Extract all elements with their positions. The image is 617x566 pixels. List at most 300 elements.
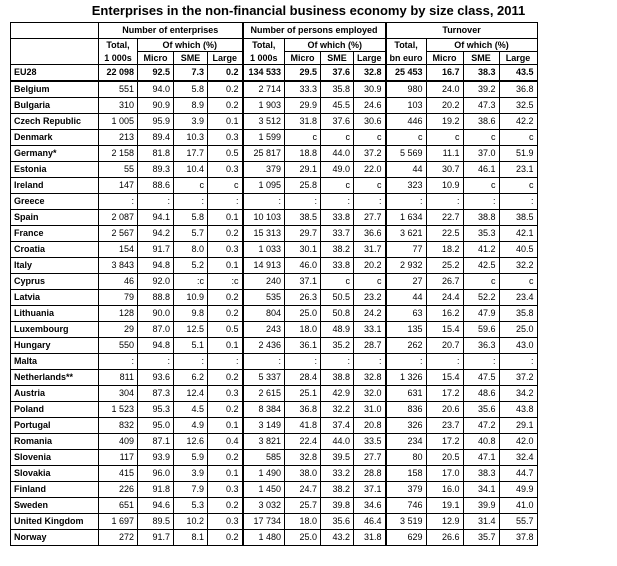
cell-emp-large: 33.1: [354, 322, 386, 338]
cell-turn-sme: 59.6: [463, 322, 499, 338]
cell-ent-total: 22 098: [99, 65, 138, 82]
cell-ent-total: 1 523: [99, 402, 138, 418]
cell-turn-micro: 20.2: [426, 98, 463, 114]
of-which-enterprises: Of which (%): [138, 39, 243, 52]
cell-turn-total: 2 932: [386, 258, 427, 274]
cell-emp-large: 30.6: [354, 114, 386, 130]
cell-emp-large: 27.7: [354, 210, 386, 226]
cell-ent-large: 0.3: [208, 514, 243, 530]
cell-ent-total: 226: [99, 482, 138, 498]
table-row: [11, 210, 538, 226]
table-row: [11, 81, 538, 98]
cell-ent-micro: 90.9: [138, 98, 174, 114]
cell-ent-sme: 5.8: [174, 210, 208, 226]
cell-turn-micro: 17.0: [426, 466, 463, 482]
cell-ent-micro: 91.8: [138, 482, 174, 498]
cell-emp-total: 3 512: [243, 114, 285, 130]
table-row: [11, 130, 538, 146]
cell-ent-large: 0.2: [208, 450, 243, 466]
cell-emp-sme: 37.6: [321, 65, 354, 82]
total-unit-enterprises: 1 000s: [99, 52, 138, 65]
cell-ent-sme: 4.9: [174, 418, 208, 434]
cell-ent-total: 811: [99, 370, 138, 386]
cell-emp-large: 20.2: [354, 258, 386, 274]
table-row: [11, 530, 538, 546]
cell-emp-micro: 29.9: [285, 98, 321, 114]
cell-turn-total: 836: [386, 402, 427, 418]
cell-turn-total: 77: [386, 242, 427, 258]
cell-ent-large: 0.1: [208, 258, 243, 274]
cell-ent-sme: 5.7: [174, 226, 208, 242]
cell-ent-sme: 12.6: [174, 434, 208, 450]
cell-emp-sme: 35.8: [321, 81, 354, 98]
cell-ent-sme: 10.3: [174, 130, 208, 146]
cell-emp-sme: 33.8: [321, 258, 354, 274]
cell-turn-large: c: [499, 130, 537, 146]
cell-emp-total: 15 313: [243, 226, 285, 242]
cell-ent-micro: 89.3: [138, 162, 174, 178]
cell-ent-large: 0.3: [208, 386, 243, 402]
cell-ent-sme: 10.2: [174, 514, 208, 530]
cell-emp-sme: 44.0: [321, 146, 354, 162]
cell-ent-large: 0.2: [208, 290, 243, 306]
cell-country: Finland: [11, 482, 99, 498]
cell-turn-large: 44.7: [499, 466, 537, 482]
cell-emp-micro: 37.1: [285, 274, 321, 290]
cell-turn-micro: 23.7: [426, 418, 463, 434]
cell-turn-large: 40.5: [499, 242, 537, 258]
cell-turn-sme: c: [463, 130, 499, 146]
cell-turn-total: 262: [386, 338, 427, 354]
cell-turn-large: c: [499, 178, 537, 194]
cell-emp-total: 3 032: [243, 498, 285, 514]
cell-emp-large: 32.8: [354, 370, 386, 386]
cell-country: Romania: [11, 434, 99, 450]
total-unit-turnover: bn euro: [386, 52, 427, 65]
table-row: [11, 482, 538, 498]
cell-turn-total: 379: [386, 482, 427, 498]
cell-turn-large: :: [499, 194, 537, 210]
cell-ent-total: 272: [99, 530, 138, 546]
cell-ent-sme: 4.5: [174, 402, 208, 418]
cell-emp-large: 28.8: [354, 466, 386, 482]
table-row: [11, 354, 538, 370]
cell-turn-total: :: [386, 194, 427, 210]
cell-ent-sme: 5.3: [174, 498, 208, 514]
cell-emp-total: 10 103: [243, 210, 285, 226]
cell-country: Bulgaria: [11, 98, 99, 114]
cell-ent-sme: 5.1: [174, 338, 208, 354]
cell-emp-micro: 28.4: [285, 370, 321, 386]
group-turnover: Turnover: [386, 23, 538, 39]
cell-turn-total: 135: [386, 322, 427, 338]
cell-turn-large: 29.1: [499, 418, 537, 434]
cell-emp-sme: 45.5: [321, 98, 354, 114]
cell-emp-sme: 50.5: [321, 290, 354, 306]
cell-emp-sme: 42.9: [321, 386, 354, 402]
cell-turn-sme: 39.9: [463, 498, 499, 514]
cell-emp-sme: 39.8: [321, 498, 354, 514]
cell-emp-total: 2 436: [243, 338, 285, 354]
cell-emp-large: :: [354, 354, 386, 370]
table-row: [11, 306, 538, 322]
cell-ent-total: 213: [99, 130, 138, 146]
cell-turn-sme: 31.4: [463, 514, 499, 530]
cell-emp-sme: 37.6: [321, 114, 354, 130]
cell-turn-large: 32.5: [499, 98, 537, 114]
cell-emp-sme: 49.0: [321, 162, 354, 178]
cell-emp-large: 22.0: [354, 162, 386, 178]
cell-ent-sme: c: [174, 178, 208, 194]
cell-emp-large: 37.2: [354, 146, 386, 162]
size-class-micro: Micro: [138, 52, 174, 65]
cell-ent-sme: 3.9: [174, 466, 208, 482]
cell-ent-total: 551: [99, 81, 138, 98]
cell-turn-total: 25 453: [386, 65, 427, 82]
cell-turn-micro: 15.4: [426, 370, 463, 386]
cell-country: Slovakia: [11, 466, 99, 482]
total-label-persons: Total,: [243, 39, 285, 52]
cell-emp-large: 33.5: [354, 434, 386, 450]
cell-emp-total: 25 817: [243, 146, 285, 162]
cell-turn-micro: 16.2: [426, 306, 463, 322]
cell-country: Austria: [11, 386, 99, 402]
cell-emp-micro: 38.0: [285, 466, 321, 482]
cell-turn-large: 41.0: [499, 498, 537, 514]
cell-emp-micro: 36.8: [285, 402, 321, 418]
table-row: [11, 466, 538, 482]
group-enterprises: Number of enterprises: [99, 23, 243, 39]
size-class-table: [10, 22, 538, 546]
size-class-large: Large: [499, 52, 537, 65]
cell-emp-total: 535: [243, 290, 285, 306]
cell-emp-total: 1 490: [243, 466, 285, 482]
cell-turn-total: 5 569: [386, 146, 427, 162]
cell-turn-sme: 42.5: [463, 258, 499, 274]
cell-emp-sme: :: [321, 354, 354, 370]
cell-emp-large: 31.8: [354, 530, 386, 546]
cell-ent-large: 0.1: [208, 338, 243, 354]
cell-ent-total: 310: [99, 98, 138, 114]
cell-turn-total: 446: [386, 114, 427, 130]
cell-emp-large: 20.8: [354, 418, 386, 434]
cell-emp-large: 32.0: [354, 386, 386, 402]
cell-emp-large: :: [354, 194, 386, 210]
size-class-large: Large: [354, 52, 386, 65]
cell-emp-total: 379: [243, 162, 285, 178]
cell-country: EU28: [11, 65, 99, 82]
cell-turn-large: 42.2: [499, 114, 537, 130]
cell-turn-micro: 22.7: [426, 210, 463, 226]
table-row: [11, 434, 538, 450]
corner-cell: [11, 39, 99, 52]
cell-ent-large: 0.2: [208, 65, 243, 82]
table-row: [11, 146, 538, 162]
cell-turn-micro: :: [426, 354, 463, 370]
cell-emp-micro: 26.3: [285, 290, 321, 306]
cell-ent-total: 2 087: [99, 210, 138, 226]
cell-turn-large: 55.7: [499, 514, 537, 530]
cell-turn-micro: 26.6: [426, 530, 463, 546]
cell-emp-micro: 36.1: [285, 338, 321, 354]
cell-country: Croatia: [11, 242, 99, 258]
cell-ent-large: 0.5: [208, 146, 243, 162]
cell-turn-sme: 35.7: [463, 530, 499, 546]
cell-turn-total: 1 326: [386, 370, 427, 386]
cell-ent-micro: 94.6: [138, 498, 174, 514]
cell-country: Estonia: [11, 162, 99, 178]
cell-turn-total: 3 519: [386, 514, 427, 530]
cell-emp-total: 2 615: [243, 386, 285, 402]
cell-ent-micro: 87.1: [138, 434, 174, 450]
cell-ent-sme: 5.9: [174, 450, 208, 466]
cell-ent-large: 0.2: [208, 498, 243, 514]
cell-emp-micro: 38.5: [285, 210, 321, 226]
cell-country: Malta: [11, 354, 99, 370]
cell-ent-large: 0.2: [208, 370, 243, 386]
total-label-enterprises: Total,: [99, 39, 138, 52]
cell-emp-micro: 30.1: [285, 242, 321, 258]
cell-turn-total: 3 621: [386, 226, 427, 242]
cell-ent-total: 55: [99, 162, 138, 178]
cell-country: Netherlands**: [11, 370, 99, 386]
cell-emp-large: 28.7: [354, 338, 386, 354]
cell-emp-large: 46.4: [354, 514, 386, 530]
cell-turn-sme: 35.6: [463, 402, 499, 418]
cell-ent-total: 2 158: [99, 146, 138, 162]
cell-country: Luxembourg: [11, 322, 99, 338]
cell-emp-micro: 25.0: [285, 530, 321, 546]
cell-turn-large: 43.0: [499, 338, 537, 354]
cell-emp-sme: c: [321, 130, 354, 146]
cell-emp-sme: :: [321, 194, 354, 210]
cell-emp-sme: 33.7: [321, 226, 354, 242]
cell-ent-sme: 6.2: [174, 370, 208, 386]
cell-ent-sme: 5.2: [174, 258, 208, 274]
cell-turn-total: 631: [386, 386, 427, 402]
table-title: Enterprises in the non-financial business economy by size class, 2011: [91, 3, 526, 18]
cell-emp-large: 30.9: [354, 81, 386, 98]
size-class-sme: SME: [321, 52, 354, 65]
cell-ent-large: 0.3: [208, 162, 243, 178]
cell-turn-micro: 20.7: [426, 338, 463, 354]
cell-turn-micro: 22.5: [426, 226, 463, 242]
table-row: [11, 258, 538, 274]
cell-turn-large: 38.5: [499, 210, 537, 226]
cell-ent-micro: 90.0: [138, 306, 174, 322]
cell-country: Ireland: [11, 178, 99, 194]
cell-ent-total: 3 843: [99, 258, 138, 274]
cell-ent-micro: 96.0: [138, 466, 174, 482]
cell-turn-sme: 40.8: [463, 434, 499, 450]
cell-turn-sme: :: [463, 354, 499, 370]
cell-turn-micro: 15.4: [426, 322, 463, 338]
table-row: [11, 322, 538, 338]
cell-emp-micro: 29.7: [285, 226, 321, 242]
cell-emp-total: 1 480: [243, 530, 285, 546]
table-row: [11, 370, 538, 386]
cell-emp-large: 31.7: [354, 242, 386, 258]
cell-emp-sme: 44.0: [321, 434, 354, 450]
cell-turn-micro: 19.2: [426, 114, 463, 130]
cell-ent-sme: 7.9: [174, 482, 208, 498]
cell-emp-total: 5 337: [243, 370, 285, 386]
cell-ent-micro: 94.8: [138, 258, 174, 274]
cell-ent-micro: 94.0: [138, 81, 174, 98]
cell-ent-sme: :: [174, 194, 208, 210]
of-which-turnover: Of which (%): [426, 39, 537, 52]
cell-turn-sme: c: [463, 274, 499, 290]
cell-turn-total: 44: [386, 290, 427, 306]
cell-turn-sme: 38.3: [463, 65, 499, 82]
cell-ent-micro: 92.0: [138, 274, 174, 290]
cell-ent-total: 79: [99, 290, 138, 306]
cell-turn-large: 49.9: [499, 482, 537, 498]
cell-turn-sme: :: [463, 194, 499, 210]
cell-country: Norway: [11, 530, 99, 546]
cell-ent-sme: 10.9: [174, 290, 208, 306]
cell-turn-micro: 19.1: [426, 498, 463, 514]
cell-emp-total: 14 913: [243, 258, 285, 274]
cell-emp-micro: 24.7: [285, 482, 321, 498]
cell-ent-micro: 88.6: [138, 178, 174, 194]
cell-ent-sme: :c: [174, 274, 208, 290]
cell-turn-total: 63: [386, 306, 427, 322]
cell-turn-sme: 41.2: [463, 242, 499, 258]
cell-emp-micro: 25.1: [285, 386, 321, 402]
cell-ent-large: 0.2: [208, 81, 243, 98]
cell-ent-micro: 94.8: [138, 338, 174, 354]
cell-ent-sme: :: [174, 354, 208, 370]
table-row: [11, 162, 538, 178]
cell-country: Poland: [11, 402, 99, 418]
cell-turn-sme: 52.2: [463, 290, 499, 306]
cell-emp-large: c: [354, 130, 386, 146]
cell-emp-large: 37.1: [354, 482, 386, 498]
cell-emp-large: c: [354, 178, 386, 194]
cell-turn-sme: 47.2: [463, 418, 499, 434]
cell-turn-total: 44: [386, 162, 427, 178]
cell-ent-large: 0.1: [208, 210, 243, 226]
cell-ent-sme: 12.4: [174, 386, 208, 402]
cell-ent-large: 0.3: [208, 130, 243, 146]
cell-emp-sme: 43.2: [321, 530, 354, 546]
cell-turn-sme: 46.1: [463, 162, 499, 178]
table-row: [11, 98, 538, 114]
cell-emp-micro: :: [285, 354, 321, 370]
cell-turn-total: 323: [386, 178, 427, 194]
cell-country: France: [11, 226, 99, 242]
cell-country: Belgium: [11, 81, 99, 98]
cell-ent-sme: 8.1: [174, 530, 208, 546]
cell-ent-total: 147: [99, 178, 138, 194]
cell-turn-large: 37.8: [499, 530, 537, 546]
cell-emp-total: 3 821: [243, 434, 285, 450]
cell-ent-large: c: [208, 178, 243, 194]
cell-turn-total: :: [386, 354, 427, 370]
table-row: [11, 114, 538, 130]
cell-ent-total: 2 567: [99, 226, 138, 242]
cell-emp-sme: 35.6: [321, 514, 354, 530]
cell-ent-total: 651: [99, 498, 138, 514]
cell-turn-total: 326: [386, 418, 427, 434]
cell-emp-total: :: [243, 194, 285, 210]
cell-emp-total: 17 734: [243, 514, 285, 530]
cell-emp-micro: 25.7: [285, 498, 321, 514]
cell-ent-micro: 89.4: [138, 130, 174, 146]
cell-turn-large: 23.4: [499, 290, 537, 306]
header-row-of-which: [11, 39, 538, 52]
cell-turn-total: 1 634: [386, 210, 427, 226]
cell-emp-micro: 32.8: [285, 450, 321, 466]
cell-turn-total: 746: [386, 498, 427, 514]
cell-ent-micro: 93.6: [138, 370, 174, 386]
cell-ent-large: 0.1: [208, 418, 243, 434]
header-row-groups: [11, 23, 538, 39]
cell-ent-sme: 8.0: [174, 242, 208, 258]
cell-ent-micro: 95.3: [138, 402, 174, 418]
cell-ent-micro: 88.8: [138, 290, 174, 306]
corner-cell: [11, 52, 99, 65]
cell-emp-sme: 48.9: [321, 322, 354, 338]
cell-turn-total: 80: [386, 450, 427, 466]
cell-country: Spain: [11, 210, 99, 226]
cell-emp-micro: 18.0: [285, 322, 321, 338]
cell-ent-micro: 95.0: [138, 418, 174, 434]
cell-ent-total: 154: [99, 242, 138, 258]
cell-emp-micro: 46.0: [285, 258, 321, 274]
cell-emp-total: 1 095: [243, 178, 285, 194]
total-unit-persons: 1 000s: [243, 52, 285, 65]
cell-turn-sme: 47.3: [463, 98, 499, 114]
cell-ent-micro: 91.7: [138, 530, 174, 546]
cell-emp-large: 23.2: [354, 290, 386, 306]
cell-emp-total: :: [243, 354, 285, 370]
cell-turn-micro: 16.0: [426, 482, 463, 498]
cell-turn-sme: 47.9: [463, 306, 499, 322]
cell-emp-sme: 38.8: [321, 370, 354, 386]
cell-country: Latvia: [11, 290, 99, 306]
cell-turn-large: 35.8: [499, 306, 537, 322]
cell-emp-micro: 18.8: [285, 146, 321, 162]
cell-turn-micro: 10.9: [426, 178, 463, 194]
cell-ent-sme: 7.3: [174, 65, 208, 82]
cell-turn-large: :: [499, 354, 537, 370]
cell-ent-total: :: [99, 194, 138, 210]
cell-emp-total: 1 599: [243, 130, 285, 146]
cell-turn-micro: :: [426, 194, 463, 210]
cell-ent-large: 0.2: [208, 306, 243, 322]
total-label-turnover: Total,: [386, 39, 427, 52]
corner-cell: [11, 23, 99, 39]
cell-country: Czech Republic: [11, 114, 99, 130]
cell-ent-total: :: [99, 354, 138, 370]
cell-ent-large: 0.1: [208, 114, 243, 130]
cell-emp-micro: 29.5: [285, 65, 321, 82]
cell-turn-total: 158: [386, 466, 427, 482]
cell-turn-large: 34.2: [499, 386, 537, 402]
size-class-sme: SME: [463, 52, 499, 65]
cell-emp-large: c: [354, 274, 386, 290]
cell-ent-micro: :: [138, 354, 174, 370]
cell-ent-total: 29: [99, 322, 138, 338]
cell-turn-sme: 47.1: [463, 450, 499, 466]
cell-ent-large: :: [208, 354, 243, 370]
cell-turn-sme: 47.5: [463, 370, 499, 386]
table-row: [11, 498, 538, 514]
cell-turn-large: 32.2: [499, 258, 537, 274]
cell-turn-micro: 17.2: [426, 386, 463, 402]
